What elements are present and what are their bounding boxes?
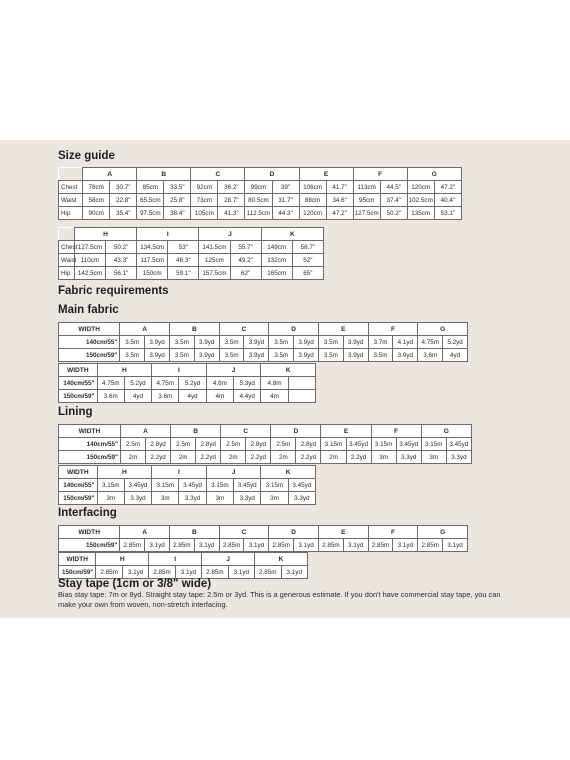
width-header: WIDTH <box>59 553 96 566</box>
row-label: Waist <box>59 194 83 207</box>
table-cell: 5.2yd <box>124 377 151 390</box>
table-cell: 47.2" <box>326 207 353 220</box>
table-cell: 3.5m <box>120 336 145 349</box>
size-header-a: A <box>120 526 170 539</box>
table-cell <box>288 390 315 403</box>
table-cell: 3.45yd <box>179 479 206 492</box>
table-cell: 5.2yd <box>443 336 468 349</box>
table-cell: 65" <box>292 267 323 280</box>
table-row <box>59 194 462 207</box>
table-cell: 3.1yd <box>194 539 219 552</box>
table-cell: 3.5m <box>170 349 195 362</box>
width-header: WIDTH <box>59 364 98 377</box>
table-cell: 4yd <box>179 390 206 403</box>
table-cell: 3.9yd <box>294 349 319 362</box>
table-cell: 2m <box>171 451 196 464</box>
table-cell <box>288 377 315 390</box>
header-row <box>59 228 324 241</box>
table-cell: 112.5cm <box>245 207 272 220</box>
row-label: 140cm/55" <box>59 336 120 349</box>
width-header: WIDTH <box>59 323 120 336</box>
table-cell: 3.1yd <box>343 539 368 552</box>
table-cell: 3.9yd <box>145 336 170 349</box>
stay-tape-note: Bias stay tape: 7m or 8yd. Straight stay tape: 2.5m or 3yd. This is a generous estimate. If you don't have commercial stay tape, you can make your own from woven, non-stretch interfacing. <box>58 590 501 609</box>
table-cell: 5.3yd <box>234 377 261 390</box>
table-cell: 3m <box>421 451 446 464</box>
size-header-k: K <box>261 228 323 241</box>
size-header-e: E <box>318 323 368 336</box>
table-cell: 85cm <box>137 181 164 194</box>
table-row <box>59 479 316 492</box>
table-row <box>59 377 316 390</box>
table-cell: 59.1" <box>168 267 199 280</box>
row-label: 140cm/55" <box>59 438 121 451</box>
size-guide-table-h-k <box>58 227 324 280</box>
table-cell: 2.85m <box>318 539 343 552</box>
size-header-e: E <box>299 168 353 181</box>
table-cell: 3.5m <box>318 336 343 349</box>
row-label: 150cm/59" <box>59 349 120 362</box>
table-cell: 4m <box>206 390 233 403</box>
size-header-c: C <box>219 323 269 336</box>
size-header-b: B <box>170 526 220 539</box>
table-cell: 4.75m <box>97 377 124 390</box>
width-header: WIDTH <box>59 466 98 479</box>
table-cell: 35.4" <box>110 207 137 220</box>
table-cell: 3.5m <box>269 349 294 362</box>
fabric-requirements-heading: Fabric requirements <box>58 285 169 297</box>
size-header-g: G <box>407 168 461 181</box>
size-header-i: I <box>137 228 199 241</box>
table-cell: 2.8yd <box>296 438 321 451</box>
row-label: 150cm/59" <box>59 390 98 403</box>
table-cell: 142.5cm <box>74 267 105 280</box>
table-cell: 90cm <box>83 207 110 220</box>
size-header-e: E <box>318 526 368 539</box>
table-cell: 4.4yd <box>234 390 261 403</box>
table-cell: 2.5m <box>120 438 145 451</box>
table-cell: 141.5cm <box>199 241 230 254</box>
size-header-b: B <box>171 425 221 438</box>
table-cell: 28.7" <box>218 194 245 207</box>
size-header-k: K <box>261 466 316 479</box>
stay-tape-heading: Stay tape (1cm or 3/8" wide) <box>58 578 212 590</box>
table-cell: 3.5m <box>269 336 294 349</box>
size-header-h: H <box>97 466 152 479</box>
table-cell: 52" <box>292 254 323 267</box>
width-header: WIDTH <box>59 425 121 438</box>
table-row <box>59 451 472 464</box>
table-cell: 62" <box>230 267 261 280</box>
table-cell: 2.5m <box>221 438 246 451</box>
size-header-h: H <box>96 553 149 566</box>
width-header: WIDTH <box>59 526 120 539</box>
table-cell: 105cm <box>191 207 218 220</box>
size-guide-table-a-g <box>58 167 462 220</box>
size-header-i: I <box>149 553 202 566</box>
table-cell: 3.5m <box>219 336 244 349</box>
table-cell: 2.8yd <box>146 438 171 451</box>
table-row <box>59 241 324 254</box>
header-row <box>59 364 316 377</box>
table-cell: 65.5cm <box>137 194 164 207</box>
row-label: 150cm/59" <box>59 492 98 505</box>
table-cell: 3.1yd <box>281 566 307 579</box>
table-cell: 134.5cm <box>137 241 168 254</box>
table-cell: 58.7" <box>292 241 323 254</box>
table-cell: 3.9yd <box>194 349 219 362</box>
table-cell: 3.6m <box>97 390 124 403</box>
size-header-g: G <box>421 425 471 438</box>
table-cell: 3.15m <box>261 479 288 492</box>
table-row <box>59 181 462 194</box>
corner-cell <box>59 228 75 241</box>
table-cell: 3.9yd <box>244 336 269 349</box>
table-cell: 3.6m <box>152 390 179 403</box>
table-cell: 37.4" <box>380 194 407 207</box>
lining-table-h-k <box>58 465 316 505</box>
table-cell: 2.5m <box>171 438 196 451</box>
table-cell: 2.85m <box>269 539 294 552</box>
table-cell: 4.1yd <box>393 336 418 349</box>
header-row <box>59 526 468 539</box>
table-cell: 2m <box>221 451 246 464</box>
header-row <box>59 553 308 566</box>
row-label: 150cm/59" <box>59 539 120 552</box>
size-header-c: C <box>221 425 271 438</box>
table-cell: 56.1" <box>106 267 137 280</box>
table-cell: 3.3yd <box>288 492 315 505</box>
table-cell: 2m <box>321 451 346 464</box>
table-cell: 2.85m <box>368 539 393 552</box>
table-cell: 3.15m <box>371 438 396 451</box>
main-fabric-heading: Main fabric <box>58 304 119 316</box>
table-cell: 3.45yd <box>234 479 261 492</box>
table-cell: 46.3" <box>168 254 199 267</box>
size-header-i: I <box>152 466 207 479</box>
table-cell: 3.45yd <box>446 438 471 451</box>
table-cell: 127.5cm <box>353 207 380 220</box>
table-cell: 2.2yd <box>296 451 321 464</box>
row-label: Waist <box>59 254 75 267</box>
table-cell: 127.5cm <box>74 241 105 254</box>
size-header-i: I <box>152 364 207 377</box>
table-cell: 110cm <box>74 254 105 267</box>
size-header-f: F <box>368 323 418 336</box>
table-cell: 3.3yd <box>124 492 151 505</box>
table-cell: 2.85m <box>120 539 145 552</box>
size-header-k: K <box>261 364 316 377</box>
size-header-a: A <box>83 168 137 181</box>
table-cell: 2m <box>120 451 145 464</box>
size-guide-heading: Size guide <box>58 150 115 162</box>
table-cell: 41.7" <box>326 181 353 194</box>
size-header-a: A <box>120 425 170 438</box>
table-cell: 4.8m <box>261 377 288 390</box>
row-label: Chest <box>59 241 75 254</box>
header-row <box>59 466 316 479</box>
table-cell: 113cm <box>353 181 380 194</box>
table-cell: 165cm <box>261 267 292 280</box>
table-cell: 2.2yd <box>146 451 171 464</box>
lining-table-a-g <box>58 424 472 464</box>
table-cell: 3.1yd <box>294 539 319 552</box>
size-header-g: G <box>418 323 468 336</box>
size-header-d: D <box>269 526 319 539</box>
size-header-h: H <box>74 228 136 241</box>
table-cell: 5.2yd <box>179 377 206 390</box>
table-row <box>59 254 324 267</box>
table-cell: 157.5cm <box>199 267 230 280</box>
table-cell: 3.9yd <box>343 349 368 362</box>
table-cell: 50.2" <box>106 241 137 254</box>
table-cell: 2.2yd <box>346 451 371 464</box>
table-cell: 4.8m <box>206 377 233 390</box>
table-cell: 3.1yd <box>145 539 170 552</box>
size-header-k: K <box>255 553 308 566</box>
size-header-c: C <box>219 526 269 539</box>
table-cell: 39" <box>272 181 299 194</box>
table-cell: 31.7" <box>272 194 299 207</box>
table-cell: 34.6" <box>326 194 353 207</box>
row-label: 150cm/59" <box>59 451 121 464</box>
table-cell: 30.7" <box>110 181 137 194</box>
row-label: Hip <box>59 267 75 280</box>
table-cell: 2.85m <box>255 566 281 579</box>
size-header-b: B <box>137 168 191 181</box>
table-cell: 3.9yd <box>294 336 319 349</box>
row-label: 140cm/55" <box>59 377 98 390</box>
table-cell: 44.3" <box>272 207 299 220</box>
header-row <box>59 168 462 181</box>
table-cell: 43.3" <box>106 254 137 267</box>
table-cell: 3.5m <box>219 349 244 362</box>
table-cell: 92cm <box>191 181 218 194</box>
table-cell: 3.5m <box>170 336 195 349</box>
table-cell: 149cm <box>261 241 292 254</box>
table-cell: 3.9yd <box>244 349 269 362</box>
table-row <box>59 539 468 552</box>
table-cell: 3.3yd <box>234 492 261 505</box>
row-label: 150cm/59" <box>59 566 96 579</box>
table-cell: 3.45yd <box>346 438 371 451</box>
table-cell: 49.2" <box>230 254 261 267</box>
table-cell: 99cm <box>245 181 272 194</box>
table-row <box>59 566 308 579</box>
table-cell: 3.5m <box>120 349 145 362</box>
table-cell: 3m <box>371 451 396 464</box>
table-cell: 4.75m <box>418 336 443 349</box>
table-row <box>59 207 462 220</box>
table-cell: 102.5cm <box>407 194 434 207</box>
table-cell: 78cm <box>83 181 110 194</box>
table-cell: 40.4" <box>434 194 461 207</box>
table-cell: 47.2" <box>434 181 461 194</box>
table-cell: 4yd <box>443 349 468 362</box>
size-header-f: F <box>368 526 418 539</box>
table-row <box>59 267 324 280</box>
table-cell: 4yd <box>124 390 151 403</box>
table-cell: 44.5" <box>380 181 407 194</box>
lining-heading: Lining <box>58 406 93 418</box>
table-cell: 3.3yd <box>446 451 471 464</box>
size-header-e: E <box>321 425 371 438</box>
table-cell: 53.1" <box>434 207 461 220</box>
corner-cell <box>59 168 83 181</box>
table-cell: 3.1yd <box>443 539 468 552</box>
table-cell: 3.3yd <box>179 492 206 505</box>
table-cell: 135cm <box>407 207 434 220</box>
table-cell: 132cm <box>261 254 292 267</box>
size-header-b: B <box>170 323 220 336</box>
table-cell: 73cm <box>191 194 218 207</box>
table-cell: 3m <box>206 492 233 505</box>
table-cell: 4m <box>261 390 288 403</box>
table-cell: 3.15m <box>321 438 346 451</box>
table-cell: 2.85m <box>170 539 195 552</box>
table-cell: 53" <box>168 241 199 254</box>
row-label: 140cm/55" <box>59 479 98 492</box>
table-cell: 3m <box>152 492 179 505</box>
size-header-d: D <box>245 168 299 181</box>
row-label: Hip <box>59 207 83 220</box>
table-cell: 3.1yd <box>244 539 269 552</box>
table-cell: 3.45yd <box>288 479 315 492</box>
table-cell: 3.9yd <box>194 336 219 349</box>
row-label: Chest <box>59 181 83 194</box>
table-cell: 2.85m <box>418 539 443 552</box>
table-cell: 150cm <box>137 267 168 280</box>
table-cell: 2.85m <box>149 566 175 579</box>
table-cell: 58cm <box>83 194 110 207</box>
table-cell: 3m <box>97 492 124 505</box>
table-row <box>59 336 468 349</box>
table-cell: 3.6m <box>418 349 443 362</box>
table-cell: 2.85m <box>96 566 122 579</box>
table-cell: 3.15m <box>421 438 446 451</box>
table-cell: 3.15m <box>206 479 233 492</box>
table-cell: 3.1yd <box>393 539 418 552</box>
size-header-j: J <box>206 466 261 479</box>
main-fabric-table-h-k <box>58 363 316 403</box>
table-cell: 3.15m <box>152 479 179 492</box>
table-cell: 3.9yd <box>343 336 368 349</box>
table-cell: 3.15m <box>97 479 124 492</box>
table-row <box>59 438 472 451</box>
size-header-a: A <box>120 323 170 336</box>
table-cell: 38.4" <box>164 207 191 220</box>
size-header-f: F <box>371 425 421 438</box>
table-cell: 3.1yd <box>175 566 201 579</box>
size-header-j: J <box>199 228 261 241</box>
size-header-f: F <box>353 168 407 181</box>
size-header-g: G <box>418 526 468 539</box>
table-cell: 106cm <box>299 181 326 194</box>
table-cell: 3m <box>261 492 288 505</box>
table-cell: 117.5cm <box>137 254 168 267</box>
size-header-h: H <box>97 364 152 377</box>
table-cell: 2.8yd <box>196 438 221 451</box>
header-row <box>59 425 472 438</box>
table-cell: 3.5m <box>318 349 343 362</box>
table-cell: 95cm <box>353 194 380 207</box>
table-cell: 120cm <box>299 207 326 220</box>
table-cell: 3.1yd <box>122 566 148 579</box>
table-cell: 22.8" <box>110 194 137 207</box>
interfacing-table-h-k <box>58 552 308 579</box>
table-cell: 2.85m <box>202 566 228 579</box>
table-cell: 55.7" <box>230 241 261 254</box>
size-header-d: D <box>269 323 319 336</box>
table-cell: 2.5m <box>271 438 296 451</box>
table-row <box>59 492 316 505</box>
size-header-c: C <box>191 168 245 181</box>
table-cell: 2.8yd <box>246 438 271 451</box>
table-cell: 25.8" <box>164 194 191 207</box>
table-cell: 3.45yd <box>124 479 151 492</box>
table-cell: 4.75m <box>152 377 179 390</box>
table-cell: 3.9yd <box>393 349 418 362</box>
interfacing-heading: Interfacing <box>58 507 117 519</box>
table-cell: 3.9yd <box>145 349 170 362</box>
table-cell: 2.85m <box>219 539 244 552</box>
table-cell: 125cm <box>199 254 230 267</box>
header-row <box>59 323 468 336</box>
size-header-j: J <box>206 364 261 377</box>
table-cell: 120cm <box>407 181 434 194</box>
table-cell: 3.45yd <box>396 438 421 451</box>
size-header-d: D <box>271 425 321 438</box>
table-cell: 3.7m <box>368 336 393 349</box>
main-fabric-table-a-g <box>58 322 468 362</box>
table-row <box>59 349 468 362</box>
table-cell: 2m <box>271 451 296 464</box>
table-cell: 2.2yd <box>196 451 221 464</box>
table-cell: 41.3" <box>218 207 245 220</box>
table-cell: 3.1yd <box>228 566 254 579</box>
table-cell: 97.5cm <box>137 207 164 220</box>
table-cell: 88cm <box>299 194 326 207</box>
table-cell: 3.5m <box>368 349 393 362</box>
table-cell: 80.5cm <box>245 194 272 207</box>
table-cell: 36.2" <box>218 181 245 194</box>
table-cell: 3.3yd <box>396 451 421 464</box>
table-cell: 50.2" <box>380 207 407 220</box>
size-header-j: J <box>202 553 255 566</box>
table-cell: 2.2yd <box>246 451 271 464</box>
table-row <box>59 390 316 403</box>
table-cell: 33.5" <box>164 181 191 194</box>
interfacing-table-a-g <box>58 525 468 552</box>
